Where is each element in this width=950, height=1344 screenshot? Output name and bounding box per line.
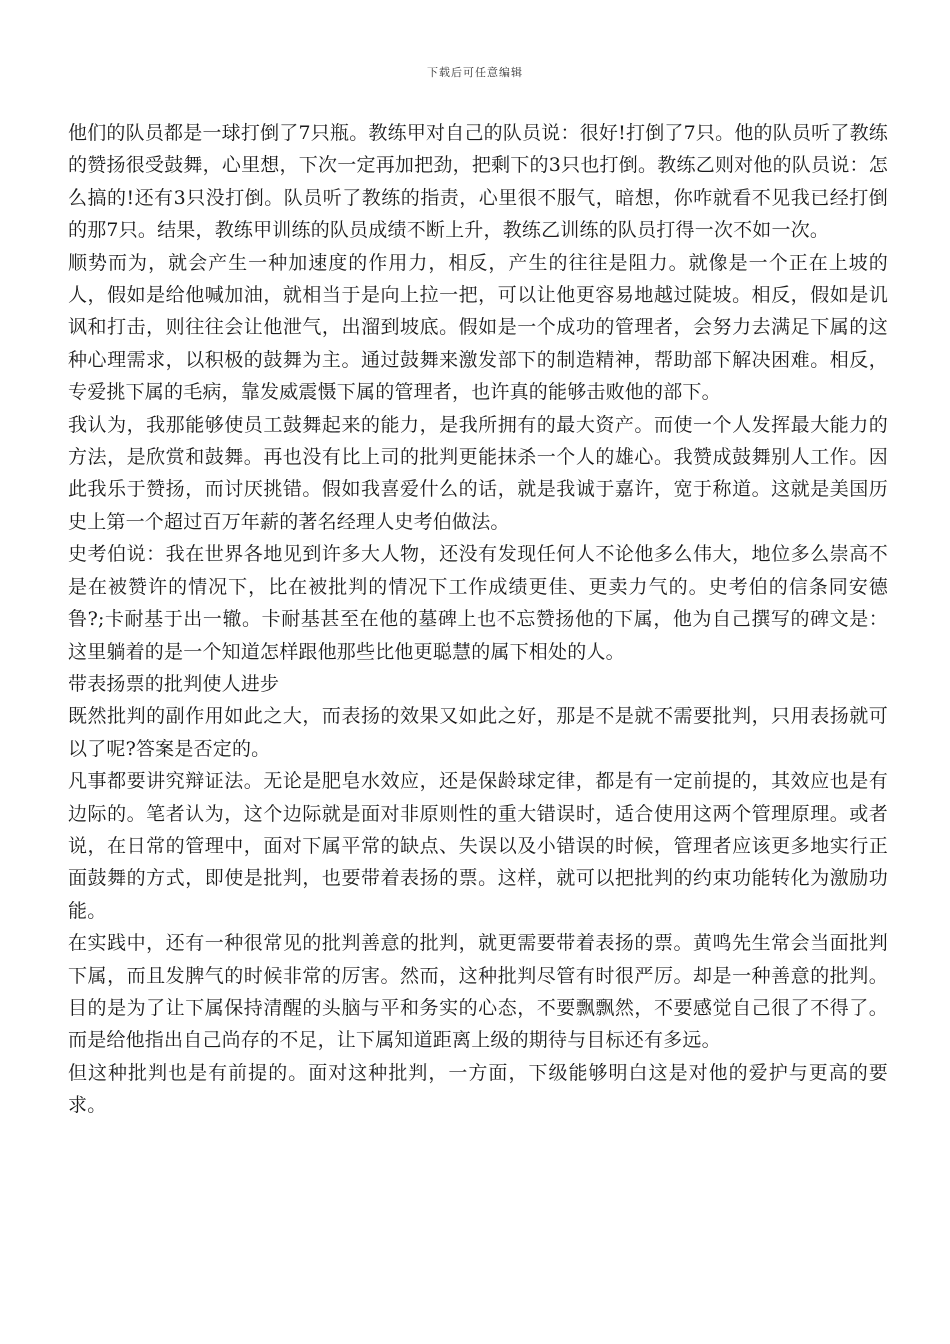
section-heading: 带表扬票的批判使人进步 [68,672,280,695]
document-body [68,117,888,1122]
paragraph-dialectics: 凡事都要讲究辩证法。无论是肥皂水效应，还是保龄球定律，都是有一定前提的，其效应也是有边际的。笔者认为，这个边际就是面对非原则性的重大错误时，适合使用这两个管理原理。或者说，在日常的管理中，面对下属平常的缺点、失误以及小错误的时候，管理者应该更多地实行正面鼓舞的方式，即使是批判，也要带着表扬的票。这样，就可以把批判的约束功能转化为激励功能。 [68,770,888,922]
page-header: 下载后可任意编辑 [427,66,523,79]
paragraph-bowling-story: 他们的队员都是一球打倒了7只瓶。教练甲对自己的队员说：很好!打倒了7只。他的队员听了教练的赞扬很受鼓舞，心里想，下次一定再加把劲，把剩下的3只也打倒。教练乙则对他的队员说：怎么搞的!还有3只没打倒。队员听了教练的指责，心里很不服气，暗想，你咋就看不见我已经打倒的那7只。结果，教练甲训练的队员成绩不断上升，教练乙训练的队员打得一次不如一次。 [68,122,888,242]
paragraph-well-meaning-criticism: 在实践中，还有一种很常见的批判善意的批判，就更需要带着表扬的票。黄鸣先生常会当面批判下属，而且发脾气的时候非常的厉害。然而，这种批判尽管有时很严厉。却是一种善意的批判。目的是为了让下属保持清醒的头脑与平和务实的心态，不要飘飘然，不要感觉自己很了不得了。而是给他指出自己尚存的不足，让下属知道距离上级的期待与目标还有多远。 [68,932,888,1052]
paragraph-premise: 但这种批判也是有前提的。面对这种批判，一方面，下级能够明白这是对他的爱护与更高的要求。 [68,1061,888,1117]
paragraph-momentum: 顺势而为，就会产生一种加速度的作用力，相反，产生的往往是阻力。就像是一个正在上坡的人，假如是给他喊加油，就相当于是向上拉一把，可以让他更容易地越过陡坡。相反，假如是讥讽和打击，则往往会让他泄气，出溜到坡底。假如是一个成功的管理者，会努力去满足下属的这种心理需求，以积极的鼓舞为主。通过鼓舞来激发部下的制造精神，帮助部下解决困难。相反，专爱挑下属的毛病，靠发威震慑下属的管理者，也许真的能够击败他的部下。 [68,251,888,404]
paragraph-encouragement-asset: 我认为，我那能够使员工鼓舞起来的能力，是我所拥有的最大资产。而使一个人发挥最大能力的方法，是欣赏和鼓舞。再也没有比上司的批判更能抹杀一个人的雄心。我赞成鼓舞别人工作。因此我乐于赞扬，而讨厌挑错。假如我喜爱什么的话，就是我诚于嘉许，宽于称道。这就是美国历史上第一个超过百万年薪的著名经理人史考伯做法。 [68,413,888,533]
paragraph-schwab-quote: 史考伯说：我在世界各地见到许多大人物，还没有发现任何人不论他多么伟大，地位多么崇高不是在被赞许的情况下，比在被批判的情况下工作成绩更佳、更卖力气的。史考伯的信条同安德鲁?;卡耐基于出一辙。卡耐基甚至在他的墓碑上也不忘赞扬他的下属，他为自己撰写的碑文是：这里躺着的是一个知道怎样跟他那些比他更聪慧的属下相处的人。 [68,543,888,663]
paragraph-criticism-question: 既然批判的副作用如此之大，而表扬的效果又如此之好，那是不是就不需要批判，只用表扬就可以了呢?答案是否定的。 [68,705,888,760]
